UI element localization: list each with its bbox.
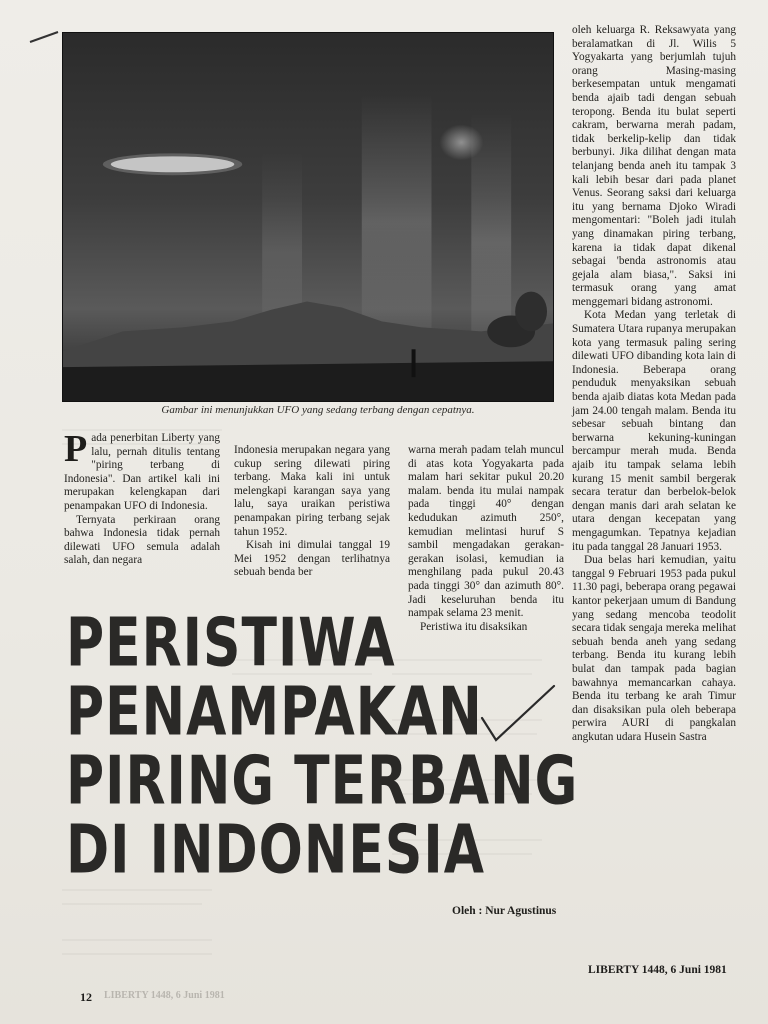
article-column-2 (234, 444, 390, 580)
photo-caption: Gambar ini menunjukkan UFO yang sedang terbang dengan cepatnya. (161, 404, 475, 416)
drop-cap: P (64, 428, 88, 470)
column-1-paragraph-2: Ternyata perkiraan orang bahwa Indonesia tidak pernah dilewati UFO semula adalah salah, dan negara (64, 513, 220, 567)
article-column-4 (572, 24, 736, 744)
column-4-paragraph-2: Kota Medan yang terletak di Sumatera Utara rupanya merupakan kota yang termasuk paling sering dilewati UFO dibanding kota lain di Indonesia. Beberapa orang penduduk menyaksikan sebuah benda ajaib diatas kota Medan pada jam 24.00 tengah malam. Benda itu sebesar sebuah bintang dan berwarna kekuning-kuningan bercampur merah muda. Benda ajaib itu tampak selama lebih kurang 15 menit sambil bergerak secara teratur dan berbelok-belok dengan manis dari arah selatan ke utara dengan kecepatan yang mengagumkan. Tepatnya kejadian itu pada tanggal 28 Januari 1953. (572, 309, 736, 553)
headline-line-3: PIRING TERBANG (66, 743, 579, 821)
headline-line-4: DI INDONESIA (66, 812, 485, 890)
headline-line-1: PERISTIWA (66, 605, 396, 683)
corner-pen-mark (28, 30, 60, 44)
issue-info-bleed: LIBERTY 1448, 6 Juni 1981 (104, 990, 225, 1001)
headline-line-2: PENAMPAKAN (66, 674, 483, 752)
ufo-photo (62, 32, 554, 402)
column-4-paragraph-3: Dua belas hari kemudian, yaitu tanggal 9 Februari 1953 pada pukul 11.30 pagi, beberapa orang pegawai kantor pekerjaan umum di Bandung yang sedang mencoba teodolit secara tidak sengaja mereka melihat sebuah benda aneh yang sedang terbang. Benda itu kurang lebih bulat dan tampak pada bagian bawahnya memancarkan cahaya. Benda itu terbang ke arah Timur dan disaksikan pula oleh beberapa perwira AURI di pangkalan angkutan udara Husein Sastra (572, 554, 736, 743)
column-1-paragraph-1: Pada penerbitan Liberty yang lalu, pernah ditulis tentang "piring terbang di Indonesia". Dan artikel kali ini merupakan kelengkapan dari penampakan UFO di Indonesia. (64, 428, 220, 512)
column-3-paragraph-1: warna merah padam telah muncul di atas kota Yogyakarta pada malam hari sekitar pukul 20.20 malam. benda itu mulai nampak pada tinggi 40° dengan kedudukan azimuth 250°, kemudian melintasi huruf S sambil mengadakan gerakan-gerakan isolasi, kemudian ia menghilang pada pukul 20.43 pada tinggi 30° dan azimuth 80°. Jadi keseluruhan benda itu nampak selama 23 menit. (408, 444, 564, 620)
column-3-paragraph-2: Peristiwa itu disaksikan (420, 620, 528, 633)
column-2-paragraph-1: Indonesia merupakan negara yang cukup sering dilewati piring terbang. Maka kali ini untuk melengkapi karangan saya yang lalu, saya uraikan peristiwa penampakan piring terbang sejak tahun 1952. (234, 444, 390, 538)
article-column-1 (64, 428, 220, 568)
article-headline (66, 605, 579, 890)
byline: Oleh : Nur Agustinus (452, 905, 557, 917)
issue-info: LIBERTY 1448, 6 Juni 1981 (588, 964, 727, 976)
column-4-paragraph-1: oleh keluarga R. Reksawyata yang beralamatkan di Jl. Wilis 5 Yogyakarta yang berjumlah tujuh orang Masing-masing berkesempatan untuk mengamati benda ajaib tadi dengan sebuah teropong. Benda itu bulat seperti cakram, berwarna merah padam, tidak berkelip-kelip dan tidak berbunyi. Jika dilihat dengan mata telanjang benda aneh itu tampak 3 kali lebih besar dari pada planet Venus. Seorang saksi dari keluarga itu yang bernama Djoko Wiradi mengomentari: "Boleh jadi itulah yang dinamakan piring terbang, karena ia tidak dapat dikenal sebagai 'benda astronomis atau gejala alam biasa,". Saksi ini termasuk orang yang amat menggemari bidang astronomi. (572, 24, 736, 308)
column-2-paragraph-2: Kisah ini dimulai tanggal 19 Mei 1952 dengan terlihatnya sebuah benda ber (234, 539, 390, 579)
page-number: 12 (80, 990, 92, 1004)
check-mark-icon (478, 678, 558, 748)
